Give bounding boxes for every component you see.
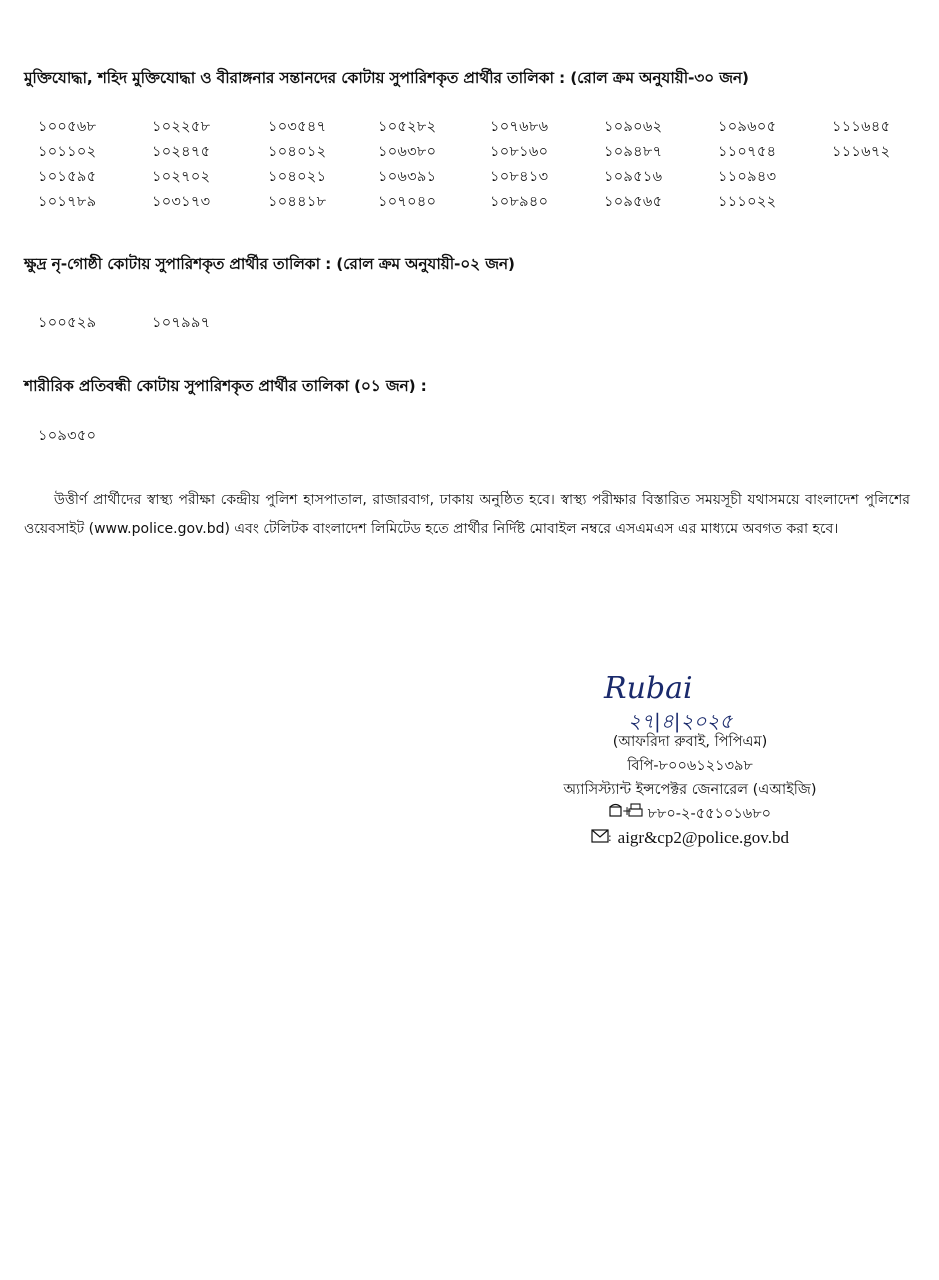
roll-row xyxy=(0,312,939,334)
phone-fax-icon xyxy=(609,802,643,826)
signatory-bp-number: বিপি-৮০০৬১২১৩৯৮ xyxy=(627,758,753,774)
roll-number: ১০৫২৮২ xyxy=(378,119,437,135)
roll-number: ১০৭০৪০ xyxy=(378,194,437,210)
signatory-name: (আফরিদা রুবাই, পিপিএম) xyxy=(612,734,768,750)
roll-number: ১০৪০১২ xyxy=(268,144,327,160)
roll-number: ১১০৯৪৩ xyxy=(718,169,777,185)
signature-block xyxy=(540,730,840,851)
roll-number: ১০৩১৭৩ xyxy=(152,194,211,210)
section-title-ethnic-minority: ক্ষুদ্র নৃ-গোষ্ঠী কোটায় সুপারিশকৃত প্রার্থীর তালিকা : (রোল ক্রম অনুযায়ী-০২ জন) xyxy=(24,255,515,273)
handwritten-signature xyxy=(602,668,792,734)
roll-number: ১০৭৯৯৭ xyxy=(152,315,211,331)
svg-text:+: + xyxy=(621,804,633,818)
roll-number: ১০৯৫৬৫ xyxy=(604,194,663,210)
roll-number: ১০২৭০২ xyxy=(152,169,211,185)
roll-row xyxy=(0,141,939,163)
notice-text: উত্তীর্ণ প্রার্থীদের স্বাস্থ্য পরীক্ষা কেন্দ্রীয় পুলিশ হাসপাতাল, রাজারবাগ, ঢাকায় অনুষ্ঠিত হবে। স্বাস্থ্য পরীক্ষার বিস্তারিত সময়সূচী যথাসময়ে বাংলাদেশ পুলিশের ওয়েবসাইট (www.police.gov.bd) এবং টেলিটক বাংলাদেশ লিমিটেড হতে প্রার্থীর নির্দিষ্ট মোবাইল নম্বরে এসএমএস এর মাধ্যমে অবগত করা হবে। xyxy=(24,492,910,537)
roll-number: ১০৯০৬২ xyxy=(604,119,663,135)
roll-number: ১০৮৪১৩ xyxy=(490,169,549,185)
signature-date: ২৭|৪|২০২৫ xyxy=(628,709,733,733)
phone-number: ৮৮০-২-৫৫১০১৬৮০ xyxy=(647,806,772,822)
roll-number: ১০৮১৬০ xyxy=(490,144,549,160)
section-title-freedom-fighter: মুক্তিযোদ্ধা, শহিদ মুক্তিযোদ্ধা ও বীরাঙ্গনার সন্তানদের কোটায় সুপারিশকৃত প্রার্থীর তালিকা : (রোল ক্রম অনুযায়ী-৩০ জন) xyxy=(24,69,749,87)
roll-number: ১১০৭৫৪ xyxy=(718,144,777,160)
notice-paragraph xyxy=(24,486,910,544)
signatory-designation: অ্যাসিস্ট্যান্ট ইন্সপেক্টর জেনারেল (এআইজি) xyxy=(563,782,817,798)
roll-number: ১১১৬৪৫ xyxy=(832,119,891,135)
roll-row xyxy=(0,191,939,213)
roll-row xyxy=(0,166,939,188)
roll-number: ১০২২৫৮ xyxy=(152,119,211,135)
section-title-disabled: শারীরিক প্রতিবন্ধী কোটায় সুপারিশকৃত প্রার্থীর তালিকা (০১ জন) : xyxy=(24,377,427,395)
roll-number: ১০৪৪১৮ xyxy=(268,194,327,210)
roll-number: ১১১০২২ xyxy=(718,194,777,210)
roll-number: ১০৬৩৮০ xyxy=(378,144,437,160)
roll-number: ১০০৫৬৮ xyxy=(38,119,97,135)
roll-number: ১০৯৩৫০ xyxy=(38,428,97,444)
envelope-icon xyxy=(591,827,613,851)
roll-number: ১০১৭৮৯ xyxy=(38,194,97,210)
signatory-phone xyxy=(540,802,840,826)
roll-number: ১০৪০২১ xyxy=(268,169,327,185)
roll-number: ১০০৫২৯ xyxy=(38,315,97,331)
email-address: aigr&cp2@police.gov.bd xyxy=(617,828,789,847)
roll-number: ১০৩৫৪৭ xyxy=(268,119,327,135)
signature-scribble: Rubai xyxy=(604,671,693,706)
roll-number: ১০২৪৭৫ xyxy=(152,144,211,160)
roll-number: ১১১৬৭২ xyxy=(832,144,891,160)
roll-number: ১০৯৫১৬ xyxy=(604,169,663,185)
roll-row xyxy=(0,116,939,138)
roll-number: ১০১৫৯৫ xyxy=(38,169,97,185)
roll-number: ১০৮৯৪০ xyxy=(490,194,549,210)
roll-number: ১০৯৪৮৭ xyxy=(604,144,663,160)
roll-row xyxy=(0,425,939,447)
signatory-email xyxy=(540,826,840,851)
roll-number: ১০৭৬৮৬ xyxy=(490,119,549,135)
svg-text::: : xyxy=(608,831,612,843)
roll-number: ১০৯৬০৫ xyxy=(718,119,777,135)
roll-number: ১০৬৩৯১ xyxy=(378,169,437,185)
roll-number: ১০১১০২ xyxy=(38,144,97,160)
